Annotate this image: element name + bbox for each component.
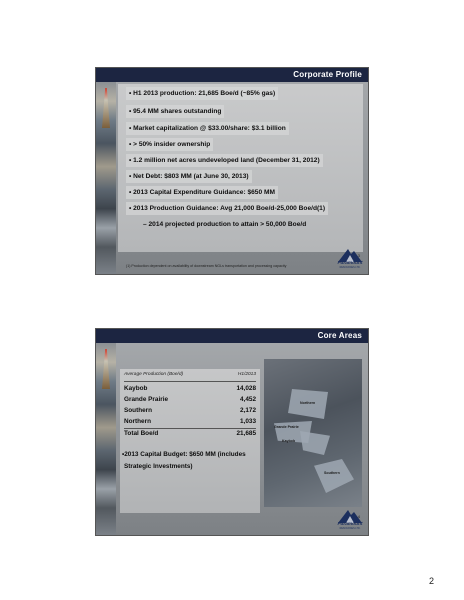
- row-name: Kaybob: [124, 385, 148, 392]
- map-region-kaybob: [300, 431, 330, 455]
- total-name: Total Boe/d: [124, 430, 159, 437]
- photo-strip: [96, 82, 116, 274]
- budget-line: •2013 Capital Budget: $650 MM (includes: [122, 451, 246, 458]
- table-row: [124, 406, 256, 416]
- logo-wordmark: Paramount: [337, 261, 363, 266]
- bullet-item: • > 50% insider ownership: [126, 138, 213, 151]
- row-name: Grande Prairie: [124, 396, 169, 403]
- map-label: Southern: [324, 471, 340, 475]
- table-total-row: [124, 428, 256, 439]
- total-value: 21,685: [236, 430, 256, 437]
- table-row: [124, 384, 256, 394]
- paramount-logo: [336, 247, 364, 269]
- table-header-name: Average Production (Boe/d): [124, 372, 184, 377]
- table-row: [124, 395, 256, 405]
- row-value: 4,452: [240, 396, 256, 403]
- paramount-logo: [336, 508, 364, 530]
- row-name: Northern: [124, 418, 151, 425]
- footnote: (1) Production dependent on availability of downstream NGLs transportation and processing capacity: [126, 264, 287, 268]
- logo-subtitle: RESOURCES LTD.: [339, 266, 361, 269]
- logo-subtitle: RESOURCES LTD.: [339, 527, 361, 530]
- row-name: Southern: [124, 407, 153, 414]
- drilling-rig-image: [102, 88, 110, 128]
- bullet-item: • Net Debt: $803 MM (at June 30, 2013): [126, 170, 252, 183]
- bullet-item: • 1.2 million net acres undeveloped land (December 31, 2012): [126, 154, 323, 167]
- bullet-item: • 2013 Capital Expenditure Guidance: $650 MM: [126, 186, 278, 199]
- slide-core-areas: [95, 328, 369, 536]
- map-label: Kaybob: [282, 439, 296, 443]
- slide-page-number: 3: [357, 253, 360, 258]
- core-areas-map: [264, 359, 362, 507]
- slide-title: Corporate Profile: [96, 68, 368, 82]
- row-value: 2,172: [240, 407, 256, 414]
- budget-line: Strategic Investments): [124, 463, 193, 470]
- drilling-rig-image: [102, 349, 110, 389]
- logo-wordmark: Paramount: [337, 522, 363, 527]
- map-label: Northern: [300, 401, 316, 405]
- photo-strip: [96, 343, 116, 535]
- table-header: [124, 371, 256, 382]
- sub-bullet-item: – 2014 projected production to attain > 50,000 Boe/d: [143, 221, 307, 228]
- bullet-item: • H1 2013 production: 21,685 Boe/d (~85% gas): [126, 87, 278, 100]
- row-value: 1,033: [240, 418, 256, 425]
- slide-corporate-profile: [95, 67, 369, 275]
- bullet-item: • 2013 Production Guidance: Avg 21,000 Boe/d-25,000 Boe/d(1): [126, 202, 328, 215]
- bullet-item: • Market capitalization @ $33.00/share: $3.1 billion: [126, 122, 289, 135]
- table-header-value: H1/2013: [237, 372, 256, 377]
- map-region-southern: [314, 459, 354, 493]
- row-value: 14,028: [236, 385, 256, 392]
- bullet-item: • 95.4 MM shares outstanding: [126, 105, 224, 118]
- slide-page-number: 4: [357, 514, 360, 519]
- table-row: [124, 417, 256, 427]
- map-label: Grande Prairie: [274, 425, 299, 429]
- slide-title: Core Areas: [96, 329, 368, 343]
- document-page-number: 2: [428, 576, 434, 586]
